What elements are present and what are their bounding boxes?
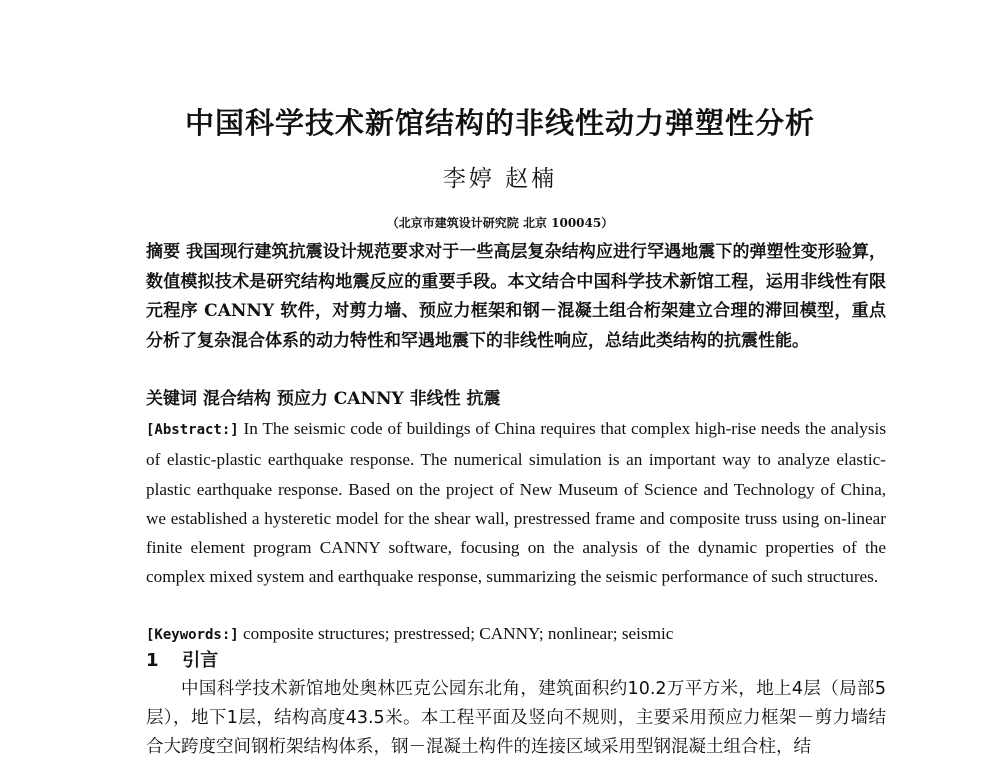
english-abstract (146, 414, 886, 592)
chinese-abstract-label: 摘要 (146, 242, 181, 262)
paper-title: 中国科学技术新馆结构的非线性动力弹塑性分析 (184, 106, 815, 140)
section-number: 1 (146, 650, 159, 671)
chinese-abstract-text: 我国现行建筑抗震设计规范要求对于一些高层复杂结构应进行罕遇地震下的弹塑性变形验算，数值模拟技术是研究结构地震反应的重要手段。本文结合中国科学技术新馆工程，运用非线性有限元程序 CANNY 软件，对剪力墙、预应力框架和钢－混凝土组合桁架建立合理的滞回模型，重点分析了复杂混合体系的动力特性和罕遇地震下的非线性响应，总结此类结构的抗震性能。 (146, 242, 887, 351)
section-title: 引言 (182, 650, 219, 671)
chinese-keywords-text: 混合结构 预应力 CANNY 非线性 抗震 (202, 389, 501, 409)
english-abstract-text: In The seismic code of buildings of China requires that complex high-rise needs the analysis of elastic-plastic earthquake response. The numerical simulation is an important way to analyze elastic-plastic earthquake response. Based on the project of New Museum of Science and Technology of China, we established a hysteretic model for the shear wall, prestressed frame and composite truss using on-linear finite element program CANNY software, focusing on the analysis of the dynamic properties of the complex mixed system and earthquake response, summarizing the seismic performance of such structures. (146, 419, 887, 587)
paper-authors: 李婷 赵楠 (442, 166, 558, 192)
introduction-paragraph: 中国科学技术新馆地处奥林匹克公园东北角，建筑面积约10.2万平方米，地上4层（局部5层），地下1层，结构高度43.5米。本工程平面及竖向不规则，主要采用预应力框架－剪力墙结合大跨度空间钢桁架结构体系，钢－混凝土构件的连接区域采用型钢混凝土组合柱，结 (146, 679, 886, 757)
section-heading-introduction (146, 646, 886, 675)
english-keywords-label: [Keywords:] (146, 627, 239, 643)
chinese-keywords (146, 385, 886, 414)
paper-affiliation: （北京市建筑设计研究院 北京 100045） (386, 216, 614, 230)
english-keywords-text: composite structures; prestressed; CANNY; nonlinear; seismic (243, 624, 674, 643)
chinese-abstract (146, 238, 886, 356)
english-abstract-label: [Abstract:] (146, 422, 239, 438)
chinese-keywords-label: 关键词 (146, 389, 197, 409)
